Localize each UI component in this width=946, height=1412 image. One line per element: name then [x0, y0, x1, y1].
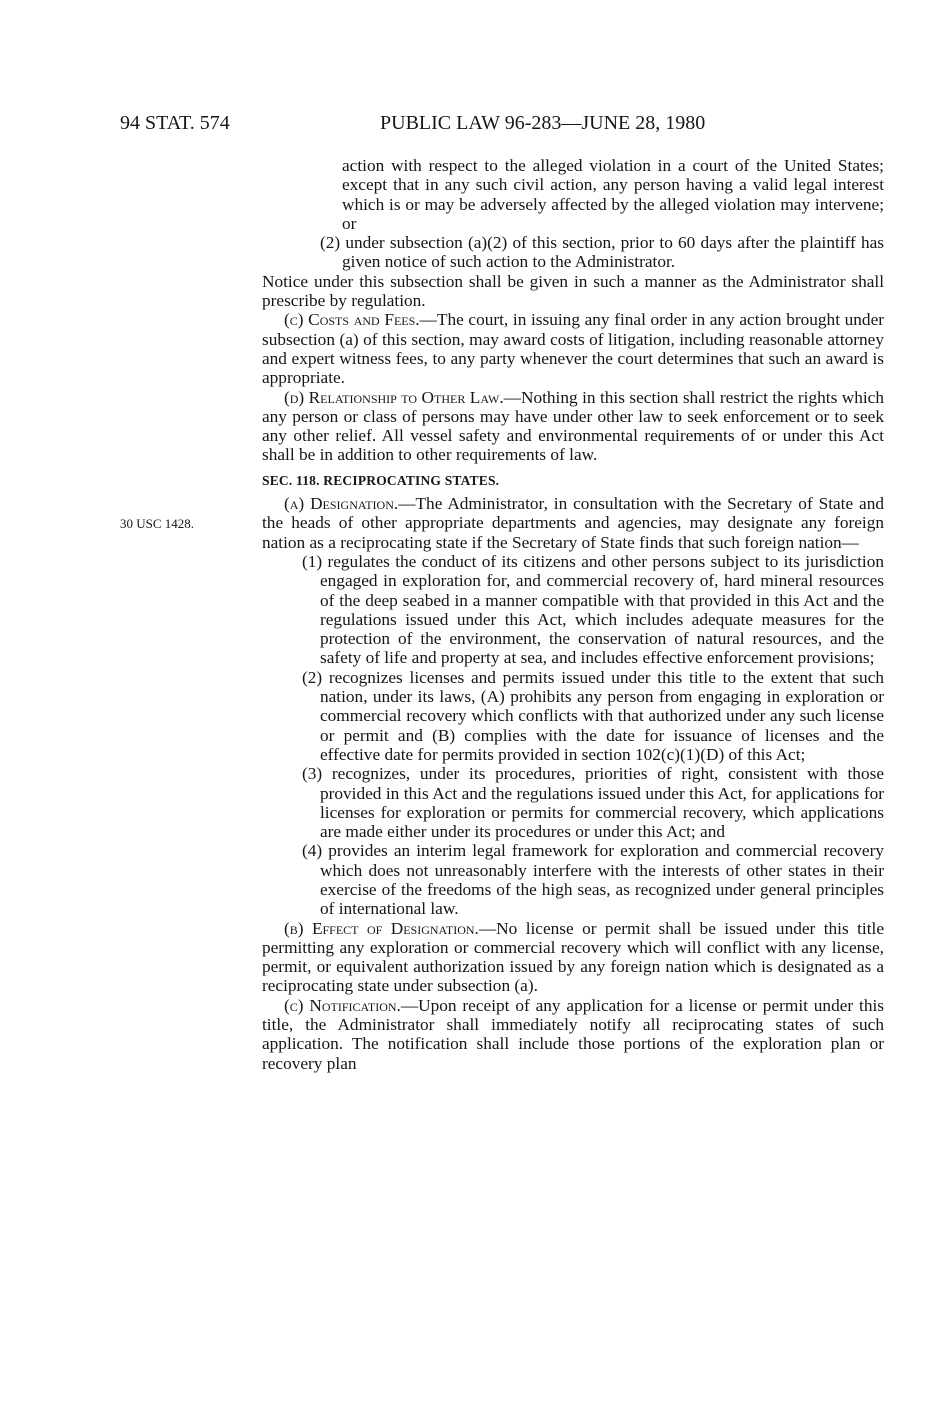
subsection-text: —Upon receipt of any application for a license or permit under this title, the Administrator shall immediately notify all reciprocating states of such application. The notification shall include those portions of the exploration plan or recovery plan: [262, 995, 884, 1073]
subsection-b-effect: [262, 919, 884, 996]
paragraph-item-2: (2) under subsection (a)(2) of this section, prior to 60 days after the plaintiff has given notice of such action to the Administrator.: [320, 233, 884, 272]
subsection-heading: (c) Notification.: [284, 995, 401, 1015]
subsection-heading: (c) Costs and Fees.: [284, 310, 420, 330]
list-item-1: (1) regulates the conduct of its citizens and other persons subject to its jurisdiction engaged in exploration for, and commercial recovery of, hard mineral resources of the deep seabed in a manner compatible with that provided in this Act and the regulations issued under this Act, which includes adequate measures for the protection of the environment, the conservation of natural resources, and the safety of life and property at sea, and includes effective enforcement provisions;: [302, 551, 884, 668]
margin-note-usc-1428: 30 USC 1428.: [120, 516, 195, 531]
subsection-text: —No license or permit shall be issued under this title permitting any exploration or commercial recovery which will conflict with any license, permit, or equivalent authorization issued by any foreign nation which is designated as a reciprocating state under subsection (a).: [262, 918, 884, 996]
subsection-text: —The court, in issuing any final order in any action brought under subsection (a) of this section, may award costs of litigation, including reasonable attorney and expert witness fees, to any party whenever the court determines that such an award is appropriate.: [262, 310, 884, 388]
subsection-a-designation: [262, 494, 884, 552]
subsection-d-relationship: [262, 388, 884, 465]
stat-reference: 94 STAT. 574: [120, 112, 230, 134]
list-item-4: (4) provides an interim legal framework for exploration and commercial recovery which does not unreasonably interfere with the interests of other states in their exercise of the freedoms of the high seas, as recognized under general principles of international law.: [302, 841, 884, 919]
section-heading: SEC. 118. RECIPROCATING STATES.: [262, 472, 500, 488]
subsection-heading: (b) Effect of Designation.: [284, 918, 479, 938]
subsection-text: —Nothing in this section shall restrict the rights which any person or class of persons may have under other law to seek enforcement or to seek any other relief. All vessel safety and environmental requirements of or under this Act shall be in addition to other requirements of law.: [262, 387, 884, 465]
subsection-c-costs: [262, 310, 884, 387]
subsection-c-notification: [262, 996, 884, 1073]
list-item-3: (3) recognizes, under its procedures, priorities of right, consistent with those provided in this Act and the regulations issued under this Act, for applications for licenses for exploration or permits for commercial recovery, which applications are made either under its procedures or under this Act; and: [302, 764, 884, 842]
law-text-body: [262, 156, 884, 1073]
subsection-text: —The Administrator, in consultation with the Secretary of State and the heads of other appropriate departments and agencies, may designate any foreign nation as a reciprocating state if the Secretary of State finds that such foreign nation—: [262, 494, 885, 552]
subsection-heading: (a) Designation.: [284, 494, 399, 514]
paragraph-continued: action with respect to the alleged violation in a court of the United States; except that in any such civil action, any person having a valid legal interest which is or may be adversely affected by the alleged violation may intervene; or: [342, 156, 884, 233]
subsection-heading: (d) Relationship to Other Law.: [284, 387, 504, 407]
list-item-2: (2) recognizes licenses and permits issued under this title to the extent that such nation, under its laws, (A) prohibits any person from engaging in exploration or commercial recovery which conflicts with that authorized under any such license or permit and (B) complies with the date for issuance of licenses and the effective date for permits provided in section 102(c)(1)(D) of this Act;: [302, 667, 884, 764]
page-title: PUBLIC LAW 96-283—JUNE 28, 1980: [380, 112, 706, 134]
paragraph-notice: Notice under this subsection shall be given in such a manner as the Administrator shall prescribe by regulation.: [262, 271, 884, 311]
